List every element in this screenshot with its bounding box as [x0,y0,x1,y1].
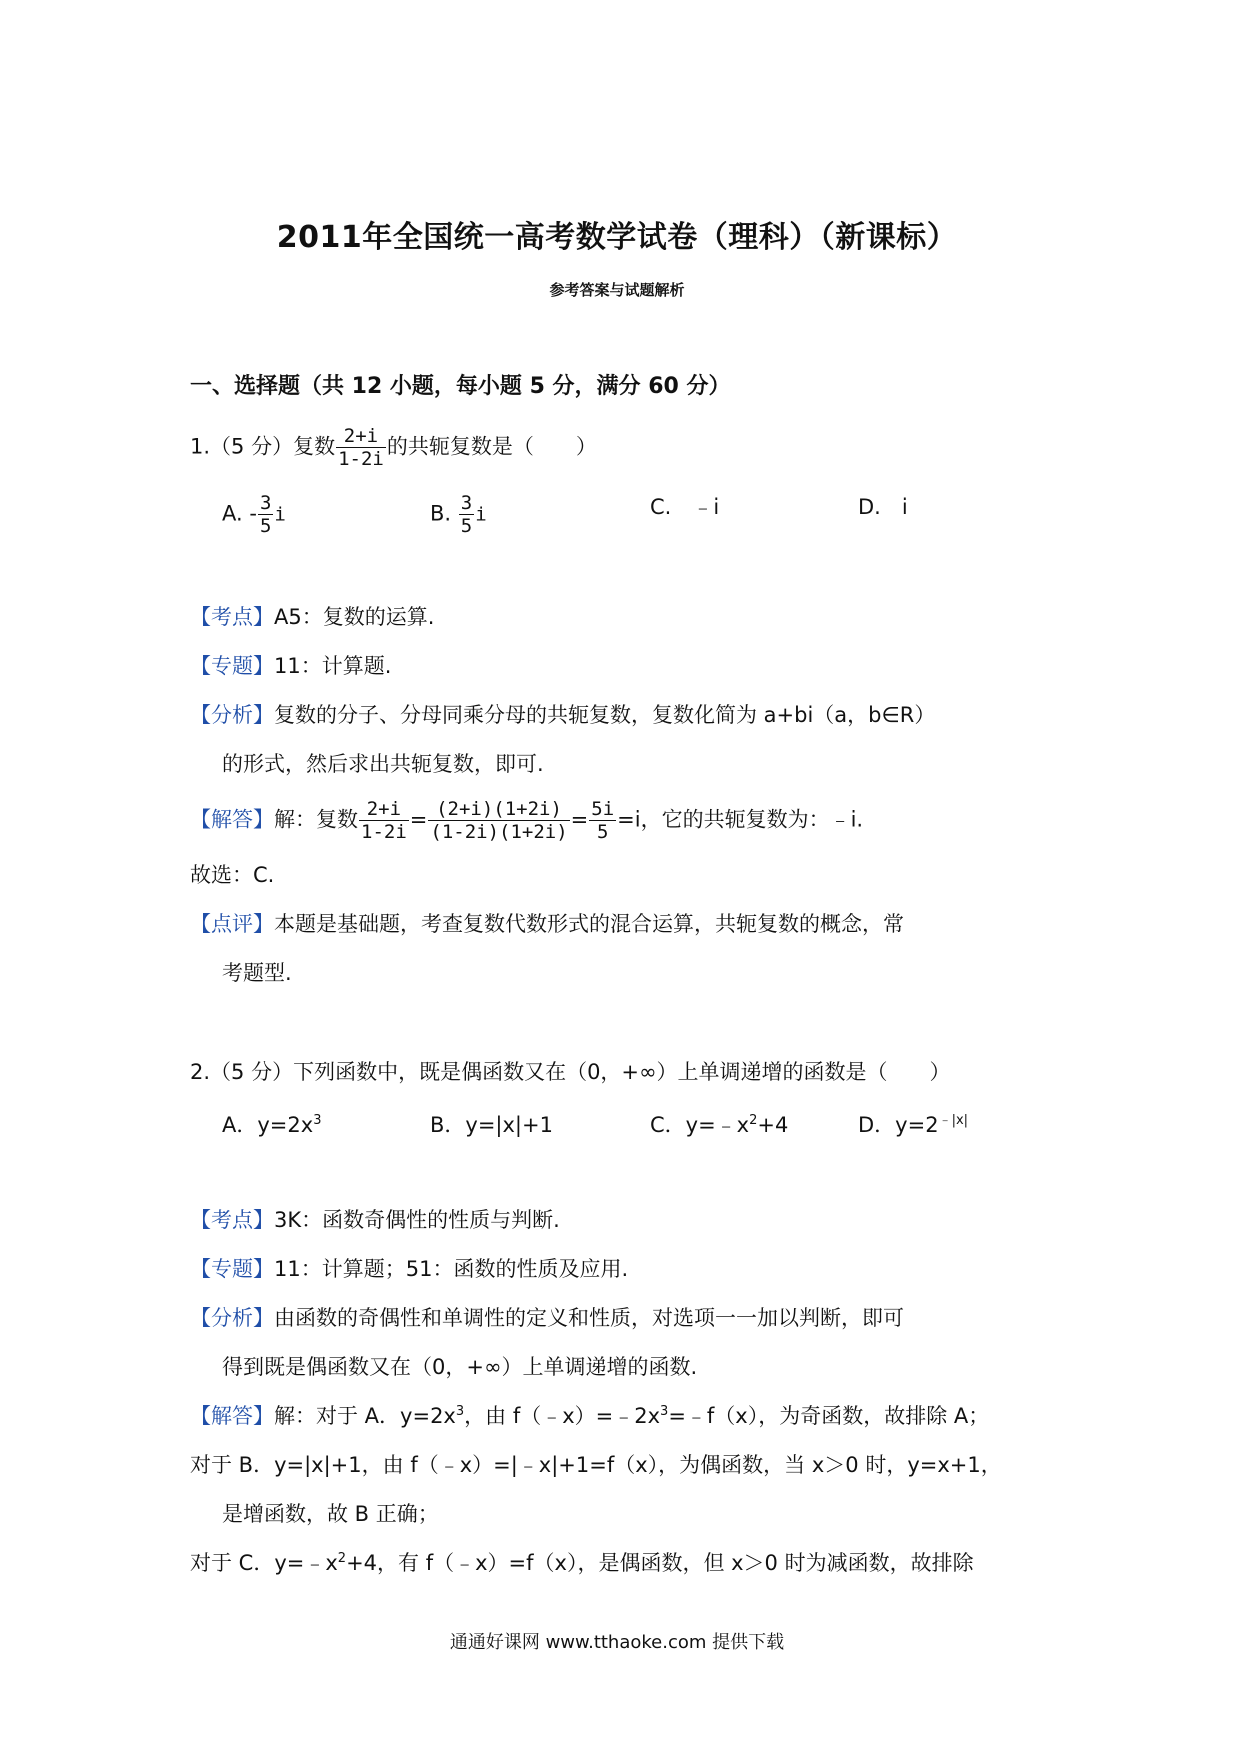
q2-jieda-c [190,1548,974,1578]
fenxi-tag: 【分析】 [190,703,274,727]
jieda-pre: 解：复数 [274,807,358,832]
fraction-numerator: 3 [259,492,272,514]
superscript: 3 [660,1404,669,1419]
q1-stem-pre: 1.（5 分）复数 [190,434,336,459]
q2-fenxi-cont: 得到既是偶函数又在（0，+∞）上单调递增的函数. [222,1355,698,1379]
section-heading: 一、选择题（共 12 小题，每小题 5 分，满分 60 分） [190,374,731,399]
question-2-stem: 2.（5 分）下列函数中，既是偶函数又在（0，+∞）上单调递增的函数是（ ） [190,1060,951,1084]
fraction-denominator: 1-2i [361,821,407,843]
superscript: 3 [455,1404,465,1419]
q1-stem-post: 的共轭复数是（ ） [386,434,597,459]
fraction-numerator: 3 [460,492,473,514]
q2-jieda [190,1401,989,1431]
q2-kaodian [190,1205,560,1235]
kaodian-tag: 【考点】 [190,1208,274,1232]
q2-choice-b: B．y=|x|+1 [430,1113,553,1137]
zhuanti-tag: 【专题】 [190,1257,274,1281]
superscript: ﹣|x| [938,1113,969,1128]
jieda-text: ，由 f（﹣x）=﹣2x [464,1404,661,1428]
fraction-numerator: (2+i)(1+2i) [428,798,569,821]
page-subtitle: 参考答案与试题解析 [549,281,685,299]
jieda-fraction-1 [359,798,409,843]
choice-text: C．y=﹣x [650,1113,750,1137]
q1-choice-a [222,492,286,537]
equals-sign: = [409,807,428,832]
jieda-text: 解：对于 A．y=2x [274,1404,456,1428]
jieda-text: =﹣f（x），为奇函数，故排除 A； [668,1404,990,1428]
q1-jieda [190,798,863,843]
zhuanti-text: 11：计算题；51：函数的性质及应用. [274,1257,629,1281]
choice-sign: - [249,501,257,526]
zhuanti-text: 11：计算题. [274,654,392,678]
choice-text: A．y=2x [222,1113,314,1137]
fraction-denominator: 1-2i [338,448,384,470]
q1-kaodian [190,602,434,632]
q1-choice-d: D. i [858,495,908,519]
jieda-fraction-2 [428,798,569,843]
fraction-numerator: 2+i [359,798,409,821]
q1-dianping-cont: 考题型. [222,961,292,985]
q1-choice-b [430,492,487,537]
q2-fenxi [190,1303,904,1333]
fenxi-tag: 【分析】 [190,1306,274,1330]
equals-sign: = [570,807,589,832]
fraction-denominator: (1-2i)(1+2i) [430,821,568,843]
fenxi-text: 复数的分子、分母同乘分母的共轭复数，复数化简为 a+bi（a，b∈R） [274,703,936,727]
superscript: 2 [749,1113,758,1128]
jieda-text: +4，有 f（﹣x）=f（x），是偶函数，但 x＞0 时为减函数，故排除 [346,1551,974,1575]
q2-jieda-b: 对于 B．y=|x|+1，由 f（﹣x）=|﹣x|+1=f（x），为偶函数，当 x＞0 时，y=x+1， [190,1453,1002,1477]
dianping-text: 本题是基础题，考查复数代数形式的混合运算，共轭复数的概念，常 [274,912,904,936]
q1-answer: 故选：C. [190,863,275,887]
fenxi-text: 由函数的奇偶性和单调性的定义和性质，对选项一一加以判断，即可 [274,1306,904,1330]
page-title: 2011年全国统一高考数学试卷（理科）（新课标） [276,220,958,255]
dianping-tag: 【点评】 [190,912,274,936]
fraction-denominator: 5 [259,515,272,537]
page-footer: 通通好课网 www.tthaoke.com 提供下载 [449,1632,785,1653]
q2-jieda-b-cont: 是增函数，故 B 正确； [222,1502,439,1526]
fraction-numerator: 2+i [336,425,386,448]
kaodian-tag: 【考点】 [190,605,274,629]
choice-text: D．y=2 [858,1113,939,1137]
q1-dianping [190,909,904,939]
fraction-numerator: 5i [591,798,615,820]
q1-choice-c: C. ﹣i [650,495,720,519]
superscript: 3 [313,1113,322,1128]
kaodian-text: 3K：函数奇偶性的性质与判断. [274,1208,560,1232]
question-1-stem [190,425,597,470]
jieda-tag: 【解答】 [190,807,274,832]
fraction-denominator: 5 [596,821,609,843]
jieda-post: =i，它的共轭复数为：﹣i. [617,807,864,832]
superscript: 2 [337,1551,347,1566]
choice-unit: i [475,503,487,526]
jieda-fraction-3 [589,798,616,843]
choice-label: B. [430,501,452,526]
jieda-text: 对于 C．y=﹣x [190,1551,338,1575]
q2-choice-d [858,1110,968,1140]
q2-choice-a [222,1110,321,1140]
fraction-denominator: 5 [460,515,473,537]
jieda-tag: 【解答】 [190,1404,274,1428]
q1-fenxi-cont: 的形式，然后求出共轭复数，即可. [222,752,544,776]
q1-fenxi [190,700,935,730]
q1-zhuanti [190,651,391,681]
q2-choice-c [650,1110,788,1140]
q1-stem-fraction [336,425,386,470]
choice-unit: i [274,503,286,526]
choice-text: +4 [757,1113,789,1137]
zhuanti-tag: 【专题】 [190,654,274,678]
kaodian-text: A5：复数的运算. [274,605,435,629]
q2-zhuanti [190,1254,628,1284]
choice-label: A. [222,501,243,526]
choice-fraction [258,492,273,537]
choice-fraction [459,492,474,537]
